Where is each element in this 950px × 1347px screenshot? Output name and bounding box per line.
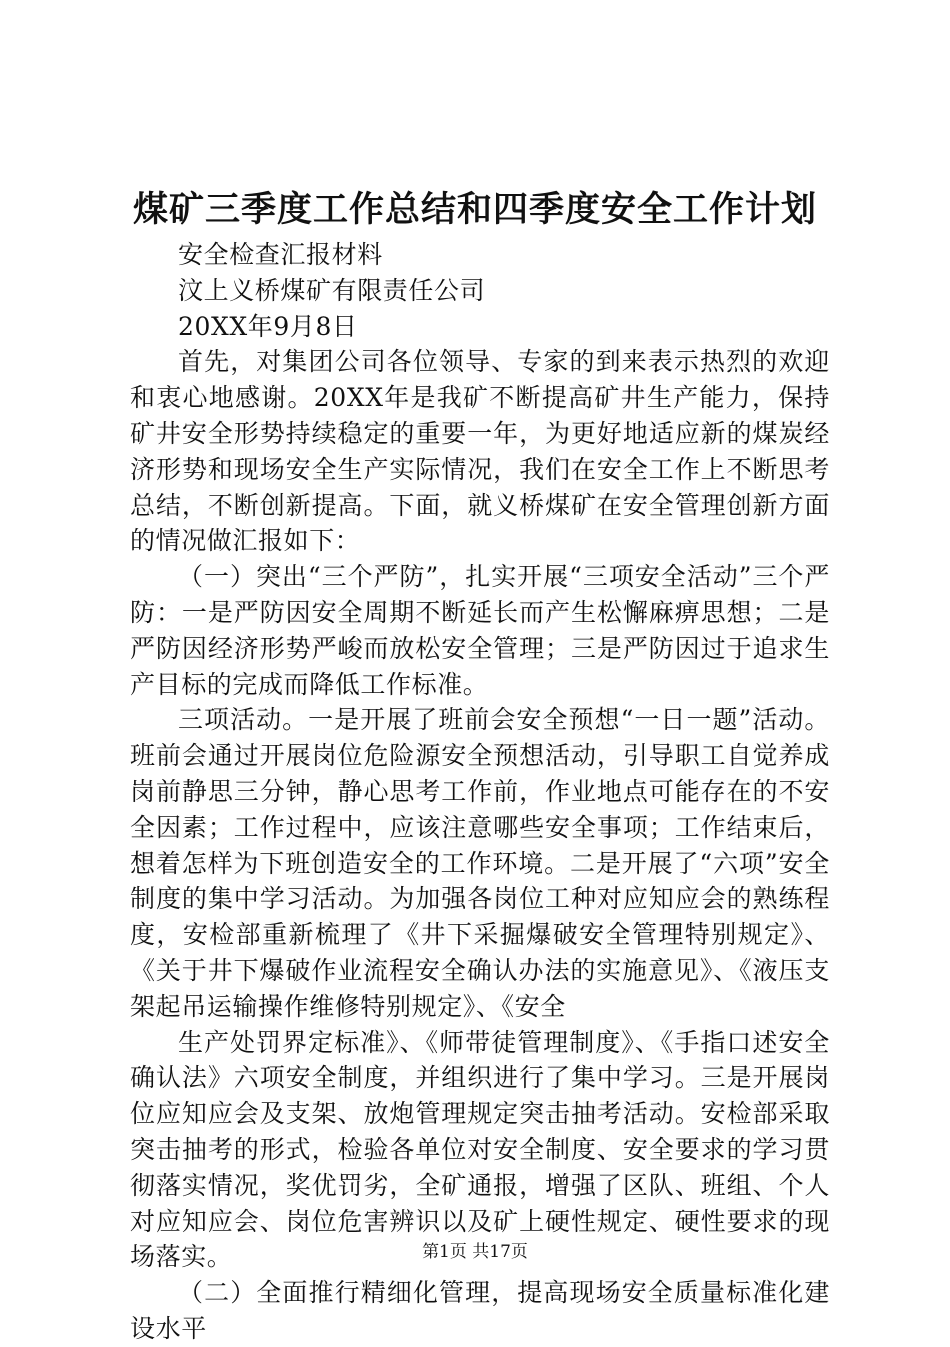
paragraph-three-activities: 三项活动。一是开展了班前会安全预想“一日一题”活动。班前会通过开展岗位危险源安全预想活动，引导职工自觉养成岗前静思三分钟，静心思考工作前，作业地点可能存在的不安全因素；工作过程中，应该注意哪些安全事项；工作结束后，想着怎样为下班创造安全的工作环境。二是开展了“六项”安全制度的集中学习活动。为加强各岗位工种对应知应会的熟练程度，安检部重新梳理了《井下采掘爆破安全管理特别规定》、《关于井下爆破作业流程安全确认办法的实施意见》、《液压支架起吊运输操作维修特别规定》、《安全: [130, 705, 830, 1021]
document-body: [130, 237, 830, 1347]
document-title: 煤矿三季度工作总结和四季度安全工作计划: [132, 190, 817, 230]
paragraph-section-one: （一）突出“三个严防”，扎实开展“三项安全活动”三个严防：一是严防因安全周期不断延长而产生松懈麻痹思想；二是严防因经济形势严峻而放松安全管理；三是严防因过于追求生产目标的完成而降低工作标准。: [130, 562, 830, 699]
paragraph-six-rules: 生产处罚界定标准》、《师带徒管理制度》、《手指口述安全确认法》六项安全制度，并组织进行了集中学习。三是开展岗位应知应会及支架、放炮管理规定突击抽考活动。安检部采取突击抽考的形式，检验各单位对安全制度、安全要求的学习贯彻落实情况，奖优罚劣，全矿通报，增强了区队、班组、个人对应知应会、岗位危害辨识以及矿上硬性规定、硬性要求的现场落实。: [130, 1027, 830, 1272]
paragraph-company: 汶上义桥煤矿有限责任公司: [178, 275, 486, 305]
paragraph-section-two: （二）全面推行精细化管理，提高现场安全质量标准化建设水平: [130, 1278, 830, 1343]
paragraph-date: 20XX年9月8日: [178, 311, 358, 341]
paragraph-intro: 首先，对集团公司各位领导、专家的到来表示热烈的欢迎和衷心地感谢。20XX年是我矿不断提高矿井生产能力，保持矿井安全形势持续稳定的重要一年，为更好地适应新的煤炭经济形势和现场安全生产实际情况，我们在安全工作上不断思考总结，不断创新提高。下面，就义桥煤矿在安全管理创新方面的情况做汇报如下：: [130, 347, 830, 556]
paragraph-report-type: 安全检查汇报材料: [178, 240, 383, 269]
page-footer: 第1页 共17页: [422, 1242, 528, 1262]
